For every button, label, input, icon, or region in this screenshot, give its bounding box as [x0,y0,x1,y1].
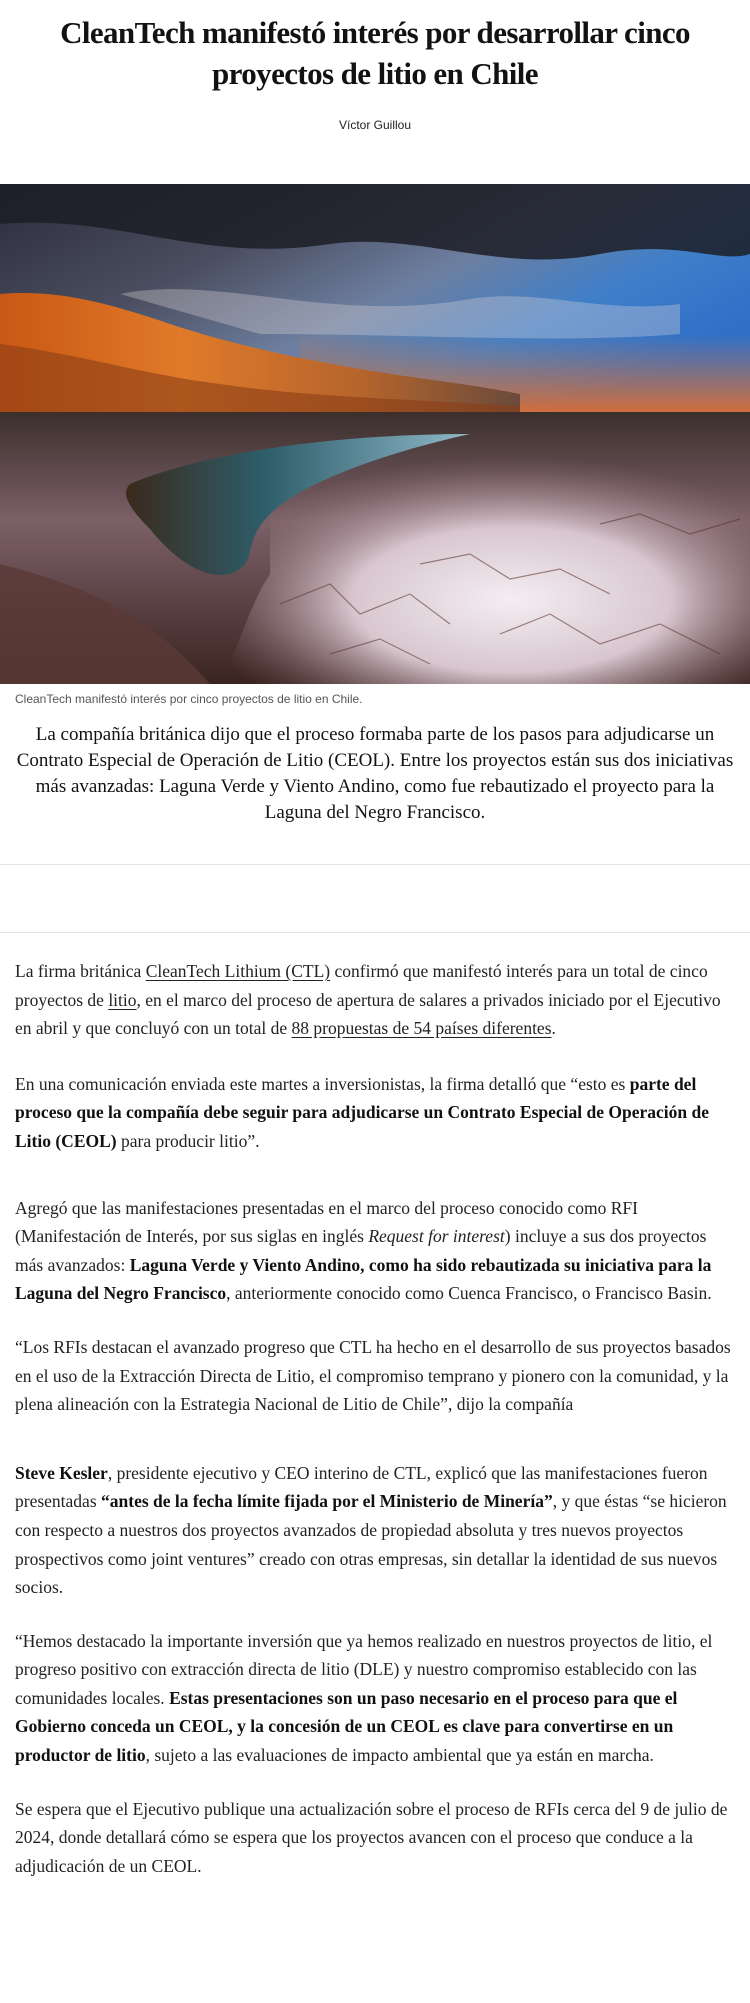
article-title: CleanTech manifestó interés por desarrollar cinco proyectos de litio en Chile [60,15,690,91]
divider [0,932,750,933]
author-byline[interactable]: Víctor Guillou [338,118,412,132]
paragraph-text: “Hemos destacado la importante inversión que ya hemos realizado en nuestros proyectos de litio, el progreso positivo con extracción directa de litio (DLE) y nuestro compromiso establecido con las comunidades locales. [15,1630,713,1708]
paragraph [15,1627,737,1770]
paragraph: “Los RFIs destacan el avanzado progreso que CTL ha hecho en el desarrollo de sus proyectos basados en el uso de la Extracción Directa de Litio, el compromiso temprano y pionero con la comunidad, y la plena alineación con la Estrategia Nacional de Litio de Chile”, dijo la compañía [15,1336,731,1415]
paragraph-text: , anteriormente conocido como Cuenca Francisco, o Francisco Basin. [226,1283,712,1304]
paragraph [15,957,737,1043]
italic-text: Request for interest [368,1226,505,1247]
image-caption: CleanTech manifestó interés por cinco proyectos de litio en Chile. [15,692,363,706]
cleantech-lithium-link[interactable]: CleanTech Lithium (CTL) [145,961,331,981]
paragraph-text: , en el marco del proceso de apertura de salares a privados iniciado por el Ejecutivo en abril y que concluyó con un total de [15,989,721,1039]
paragraph-text: para producir litio”. [116,1130,260,1151]
paragraph-text: ) incluye a sus dos proyectos más avanzados: [15,1226,707,1275]
paragraph-text: La firma británica [15,961,146,981]
bold-text: “antes de la fecha límite fijada por el Ministerio de Minería” [101,1491,553,1512]
paragraph-text: En una comunicación enviada este martes a inversionistas, la firma detalló que “esto es [15,1073,630,1094]
divider [0,864,750,865]
article-lede: La compañía británica dijo que el proceso formaba parte de los pasos para adjudicarse un Contrato Especial de Operación de Litio (CEOL). Entre los proyectos están sus dos iniciativas más avanzadas: Laguna Verde y Viento Andino, como fue rebautizado el proyecto para la Laguna del Negro Francisco. [16,724,734,823]
paragraph: Se espera que el Ejecutivo publique una actualización sobre el proceso de RFIs cerca del 9 de julio de 2024, donde detallará cómo se espera que los proyectos avancen con el proceso que conduce a la adjudicación de un CEOL. [15,1798,728,1876]
paragraph [15,1459,737,1602]
bold-text: parte del proceso que la compañía debe seguir para adjudicarse un Contrato Especial de Operación de Litio (CEOL) [15,1073,710,1151]
paragraph-text: , y que éstas “se hicieron con respecto a nuestros dos proyectos avanzados de propiedad absoluta y tres nuevos proyectos prospectivos como joint ventures” creado con otras empresas, sin detallar la identidad de sus nuevos socios. [15,1491,727,1598]
salt-flat-landscape-image [0,184,750,684]
bold-text: Estas presentaciones son un paso necesario en el proceso para que el Gobierno conceda un CEOL, y la concesión de un CEOL es clave para convertirse en un productor de litio [15,1687,678,1766]
paragraph-text: Agregó que las manifestaciones presentadas en el marco del proceso conocido como RFI (Manifestación de Interés, por sus siglas en inglés [15,1197,638,1247]
paragraph [15,1070,737,1156]
paragraph [15,1194,737,1308]
bold-text: Steve Kesler [15,1462,108,1483]
propuestas-link[interactable]: 88 propuestas de 54 países diferentes [291,1018,552,1039]
hero-image [0,184,750,684]
paragraph-text: . [551,1018,556,1039]
paragraph-text: confirmó que manifestó interés para un total de cinco proyectos de [15,961,708,1010]
paragraph-text: , presidente ejecutivo y CEO interino de CTL, explicó que las manifestaciones fueron presentadas [15,1462,708,1512]
bold-text: Laguna Verde y Viento Andino, como ha sido rebautizada su iniciativa para la Laguna del Negro Francisco [15,1254,712,1304]
paragraph-text: , sujeto a las evaluaciones de impacto ambiental que ya están en marcha. [145,1745,654,1766]
article-body [15,957,737,1880]
litio-link[interactable]: litio [108,989,137,1010]
